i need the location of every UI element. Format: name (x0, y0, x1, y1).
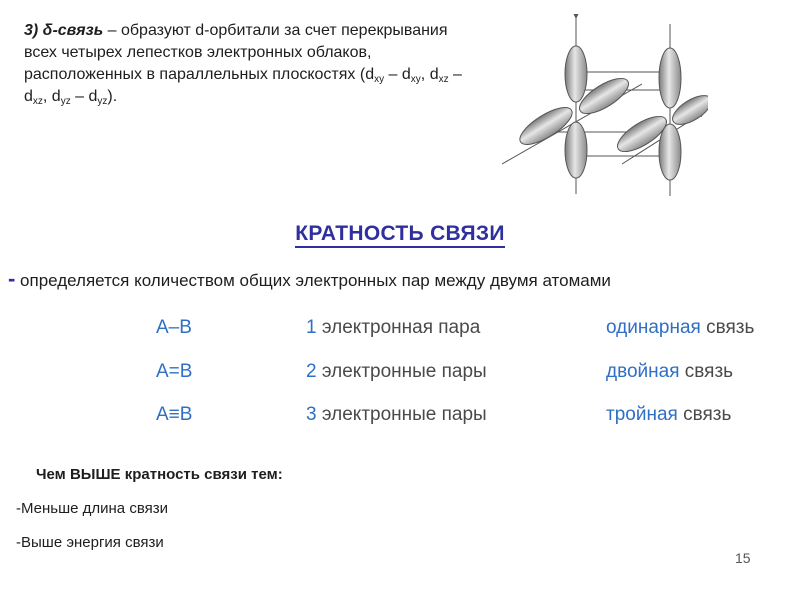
d-orbital-overlap-diagram (492, 14, 708, 200)
electron-pairs: 2 электронные пары (306, 361, 487, 382)
consequence-item: -Выше энергия связи (16, 534, 164, 551)
consequence-item: -Меньше длина связи (16, 500, 168, 517)
bullet-dash: - (8, 266, 16, 291)
right-atom-lobes (612, 48, 708, 180)
bond-type: тройная связь (606, 404, 732, 425)
bond-formula: A–B (156, 317, 192, 338)
bond-formula: A≡B (156, 404, 193, 425)
bond-type: одинарная связь (606, 317, 755, 338)
page-number: 15 (735, 550, 751, 566)
multiplicity-row-single (0, 317, 800, 347)
multiplicity-row-triple (0, 404, 800, 434)
electron-pairs: 1 электронная пара (306, 317, 481, 338)
bond-formula: A=B (156, 361, 193, 382)
left-atom-lobes (515, 46, 634, 178)
electron-pairs: 3 электронные пары (306, 404, 487, 425)
multiplicity-row-double (0, 361, 800, 391)
bond-type: двойная связь (606, 361, 734, 382)
multiplicity-definition: - определяется количеством общих электронных пар между двумя атомами (8, 266, 611, 291)
bond-multiplicity-heading: КРАТНОСТЬ СВЯЗИ (0, 222, 800, 246)
consequences-title: Чем ВЫШЕ кратность связи тем: (36, 466, 283, 483)
delta-bond-label: 3) δ-связь (24, 22, 104, 39)
delta-bond-description: 3) δ-связь – образуют d-орбитали за счет перекрывания всех четырех лепестков электронных облаков, расположенных в параллельных плоскостях ($d_{xy} - d_{xy}$, $d_{xz} - d_{xz}$, $d_{yz} - d_{yz}$). (24, 22, 462, 107)
